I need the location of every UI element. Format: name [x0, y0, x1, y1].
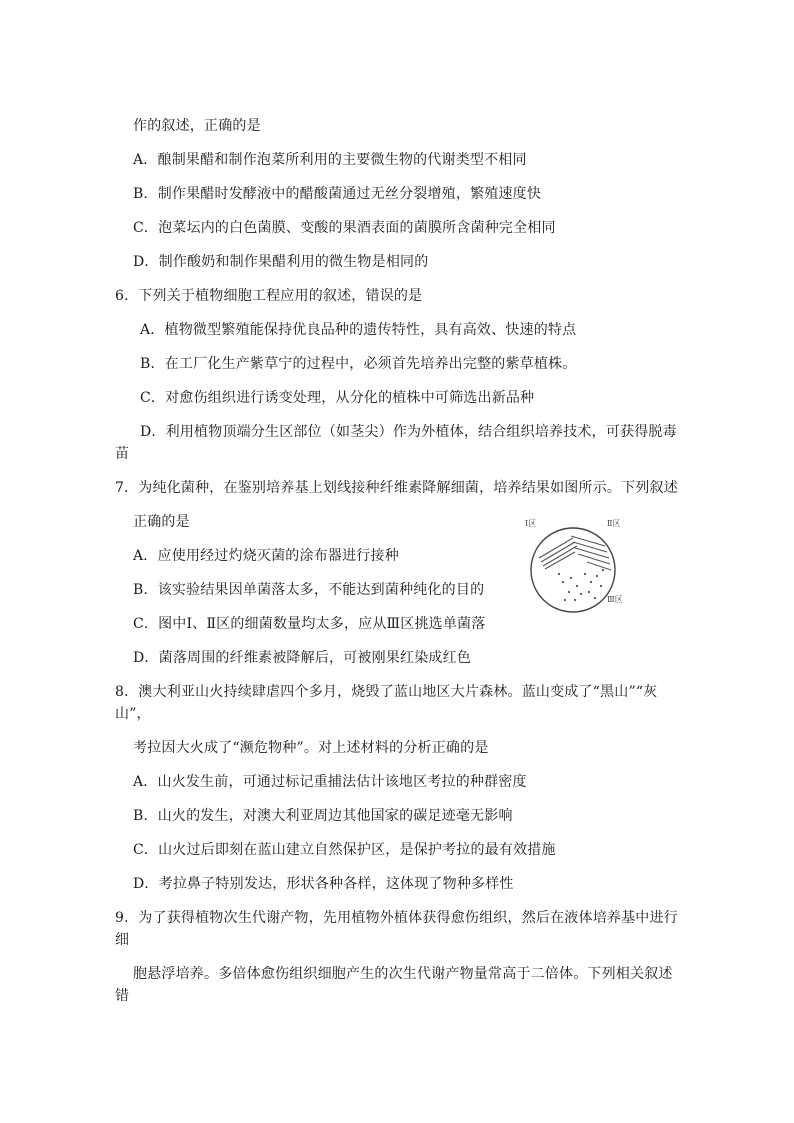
streak-zone-2	[578, 554, 610, 564]
q5-option-b: B．制作果醋时发酵液中的醋酸菌通过无丝分裂增殖，繁殖速度快	[133, 186, 542, 202]
q6-option-c: C．对愈伤组织进行诱变处理，从分化的植株中可筛选出新品种	[140, 390, 535, 406]
q8-option-d: D．考拉鼻子特别发达，形状各种各样，这体现了物种多样性	[133, 876, 514, 892]
q7-option-c: C．图中Ⅰ、Ⅱ区的细菌数量均太多，应从Ⅲ区挑选单菌落	[133, 616, 486, 632]
q9-stem: 9．为了获得植物次生代谢产物，先用植物外植体获得愈伤组织，然后在液体培养基中进行	[115, 910, 678, 926]
q5-stem-continuation: 作的叙述，正确的是	[133, 118, 261, 134]
streak-zone-1	[543, 546, 577, 566]
q6-option-d-wrap: 苗	[115, 446, 130, 462]
q5-option-d: D．制作酸奶和制作果醋利用的微生物是相同的	[133, 254, 429, 270]
q8-stem: 8．澳大利亚山火持续肆虐四个多月，烧毁了蓝山地区大片森林。蓝山变成了“黑山”“灰	[115, 684, 658, 700]
streak-zone-1	[541, 542, 575, 562]
figure-label-zone-3: Ⅲ区	[607, 595, 623, 604]
q5-option-a: A．酿制果醋和制作泡菜所利用的主要微生物的代谢类型不相同	[133, 152, 527, 168]
q6-option-d: D．利用植物顶端分生区部位（如茎尖）作为外植体，结合组织培养技术，可获得脱毒	[140, 424, 677, 440]
figure-label-zone-1: Ⅰ区	[525, 519, 537, 528]
q7-option-a: A．应使用经过灼烧灭菌的涂布器进行接种	[133, 548, 399, 564]
colonies-zone-3	[558, 569, 604, 601]
streak-zone-2	[573, 542, 607, 552]
q7-stem: 7．为纯化菌种，在鉴别培养基上划线接种纤维素降解细菌，培养结果如图所示。下列叙述	[115, 480, 678, 496]
q7-option-b: B．该实验结果因单菌落太多，不能达到菌种纯化的目的	[133, 582, 485, 598]
figure-label-zone-2: Ⅱ区	[607, 519, 621, 528]
q7-stem-continuation: 正确的是	[133, 514, 190, 530]
q7-option-d: D．菌落周围的纤维素被降解后，可被刚果红染成红色	[133, 650, 472, 666]
petri-dish-drawing	[515, 512, 630, 612]
q9-stem-wrap: 细	[115, 932, 130, 948]
q8-stem-wrap: 山”，	[115, 706, 151, 722]
petri-dish-figure	[515, 512, 630, 612]
streak-zone-1	[545, 552, 575, 569]
q8-option-b: B．山火的发生，对澳大利亚周边其他国家的碳足迹毫无影响	[133, 808, 513, 824]
q8-stem-continuation: 考拉因大火成了“濒危物种”。对上述材料的分析正确的是	[133, 740, 489, 756]
q8-option-c: C．山火过后即刻在蓝山建立自然保护区，是保护考拉的最有效措施	[133, 842, 556, 858]
q9-stem-continuation-wrap: 错	[115, 988, 130, 1004]
q9-stem-continuation: 胞悬浮培养。多倍体愈伤组织细胞产生的次生代谢产物量常高于二倍体。下列相关叙述	[133, 966, 673, 982]
streak-zone-1	[539, 538, 573, 558]
q8-option-a: A．山火发生前，可通过标记重捕法估计该地区考拉的种群密度	[133, 774, 527, 790]
streak-zone-2	[575, 548, 609, 558]
q6-option-a: A．植物微型繁殖能保持优良品种的遗传特性，具有高效、快速的特点	[140, 322, 577, 338]
q6-option-b: B．在工厂化生产紫草宁的过程中，必须首先培养出完整的紫草植株。	[140, 356, 577, 372]
q5-option-c: C．泡菜坛内的白色菌膜、变酸的果酒表面的菌膜所含菌种完全相同	[133, 220, 556, 236]
q6-stem: 6．下列关于植物细胞工程应用的叙述，错误的是	[115, 288, 423, 304]
